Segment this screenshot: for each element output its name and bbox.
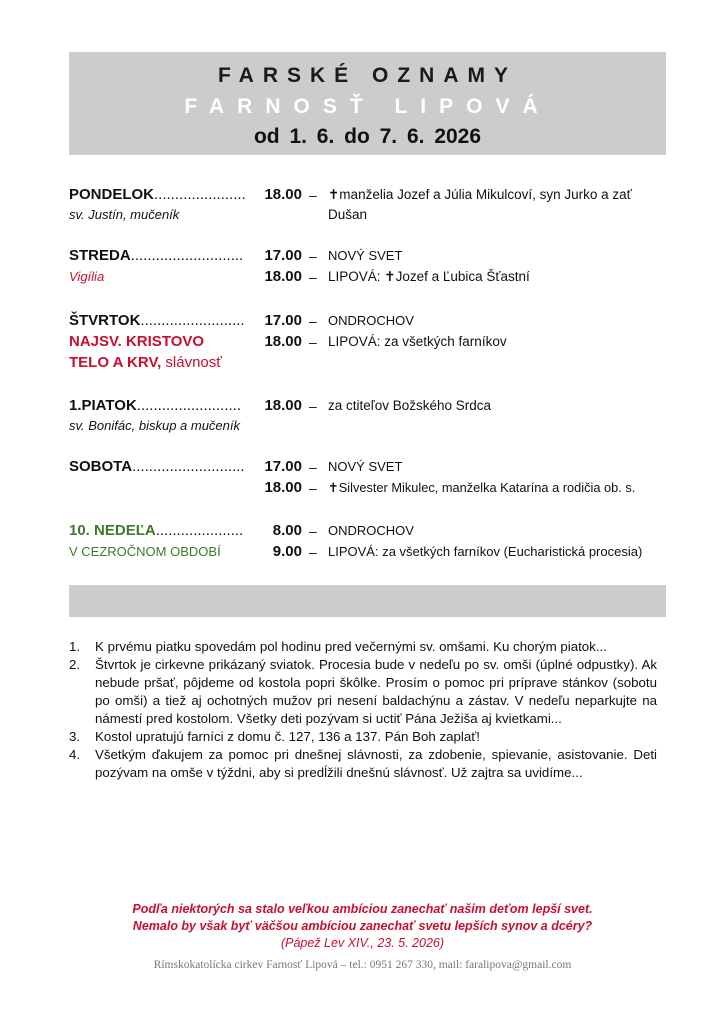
dash: – bbox=[309, 480, 317, 496]
dash: – bbox=[309, 313, 317, 329]
mass-intention: ✝Silvester Mikulec, manželka Katarína a rodičia ob. s. bbox=[328, 480, 636, 495]
dash: – bbox=[309, 459, 317, 475]
mass-time: 17.00 bbox=[264, 458, 302, 475]
parish-name: FARNOSŤ LIPOVÁ bbox=[184, 95, 551, 118]
mass-time: 18.00 bbox=[264, 397, 302, 414]
mass-time: 8.00 bbox=[272, 522, 302, 539]
mass-time: 18.00 bbox=[264, 268, 302, 285]
list-item: 1. K prvému piatku spovedám pol hodinu pred večernými sv. omšami. Ku chorým piatok... bbox=[69, 639, 607, 654]
quote-source: (Pápež Lev XIV., 23. 5. 2026) bbox=[280, 936, 445, 950]
feast-name: NAJSV. KRISTOVO bbox=[69, 333, 205, 350]
mass-time: 9.00 bbox=[272, 543, 302, 560]
mass-location: NOVÝ SVET bbox=[328, 248, 403, 263]
feast-name: Vigília bbox=[69, 269, 105, 284]
day-label: ŠTVRTOK......................... bbox=[69, 312, 245, 329]
mass-intention: LIPOVÁ: za všetkých farníkov bbox=[328, 334, 507, 349]
list-item: 3. Kostol upratujú farníci z domu č. 127, 136 a 137. Pán Boh zaplať! bbox=[69, 729, 480, 744]
feast-name: V CEZROČNOM OBDOBÍ bbox=[69, 544, 221, 559]
quote-line: Nemalo by však byť väčšou ambíciou zanechať svetu lepších synov a dcéry? bbox=[132, 919, 593, 933]
mass-location: ONDROCHOV bbox=[328, 523, 414, 538]
mass-intention: za ctiteľov Božského Srdca bbox=[328, 398, 492, 413]
mass-time: 18.00 bbox=[264, 333, 302, 350]
mass-time: 18.00 bbox=[264, 186, 302, 203]
mass-intention: LIPOVÁ: za všetkých farníkov (Eucharistická procesia) bbox=[328, 544, 643, 559]
date-range: od 1. 6. do 7. 6. 2026 bbox=[253, 125, 482, 148]
dash: – bbox=[309, 334, 317, 350]
mass-location: ONDROCHOV bbox=[328, 313, 414, 328]
mass-intention-cont: Dušan bbox=[328, 207, 368, 222]
mass-intention: ✝manželia Jozef a Júlia Mikulcoví, syn Jurko a zať bbox=[328, 187, 632, 202]
dash: – bbox=[309, 544, 317, 560]
day-label: PONDELOK...................... bbox=[69, 186, 246, 203]
dash: – bbox=[309, 269, 317, 285]
day-label: 1.PIATOK......................... bbox=[69, 397, 241, 414]
quote-line: Podľa niektorých sa stalo veľkou ambíciou zanechať našim deťom lepší svet. bbox=[132, 902, 593, 916]
day-label: STREDA........................... bbox=[69, 247, 244, 264]
section-divider bbox=[69, 585, 666, 617]
dash: – bbox=[309, 187, 317, 203]
mass-intention: LIPOVÁ: ✝Jozef a Ľubica Šťastní bbox=[328, 269, 530, 284]
feast-name: sv. Bonifác, biskup a mučeník bbox=[69, 418, 241, 433]
feast-name: sv. Justín, mučeník bbox=[69, 207, 180, 222]
mass-time: 18.00 bbox=[264, 479, 302, 496]
mass-location: NOVÝ SVET bbox=[328, 459, 403, 474]
dash: – bbox=[309, 248, 317, 264]
page-title: FARSKÉ OZNAMY bbox=[217, 64, 517, 87]
list-item: 2. Štvrtok je cirkevne prikázaný sviatok. Procesia bude v nedeľu po sv. omši (úplné odpustky). Ak nebude pršať, pôjdeme od kostola popri škôlke. Prosím o pomoc pri príprave stánkov (sobotu po omši) a tiež aj ochotných mužov pri nesení baldachýnu a zástav. V nedeľu neparkujte na námestí pred kostolom. Všetky deti pozývam si uctiť Pána Ježiša aj kvietkami... bbox=[69, 657, 657, 726]
list-item: 4. Všetkým ďakujem za pomoc pri dnešnej slávnosti, za zdobenie, spievanie, asistovanie. Deti pozývam na omše v týždni, aby si predĺžili dnešnú slávnosť. Už zajtra sa uvidíme... bbox=[69, 747, 657, 780]
mass-time: 17.00 bbox=[264, 312, 302, 329]
feast-name-cont: TELO A KRV, slávnosť bbox=[69, 354, 222, 371]
dash: – bbox=[309, 398, 317, 414]
day-label: SOBOTA........................... bbox=[69, 458, 245, 475]
mass-time: 17.00 bbox=[264, 247, 302, 264]
dash: – bbox=[309, 523, 317, 539]
footer-contact: Rímskokatolícka cirkev Farnosť Lipová – tel.: 0951 267 330, mail: faralipova@gmail.com bbox=[153, 959, 572, 971]
announcements-list bbox=[69, 638, 657, 782]
day-label: 10. NEDEĽA..................... bbox=[69, 522, 244, 539]
header-banner bbox=[69, 52, 666, 155]
